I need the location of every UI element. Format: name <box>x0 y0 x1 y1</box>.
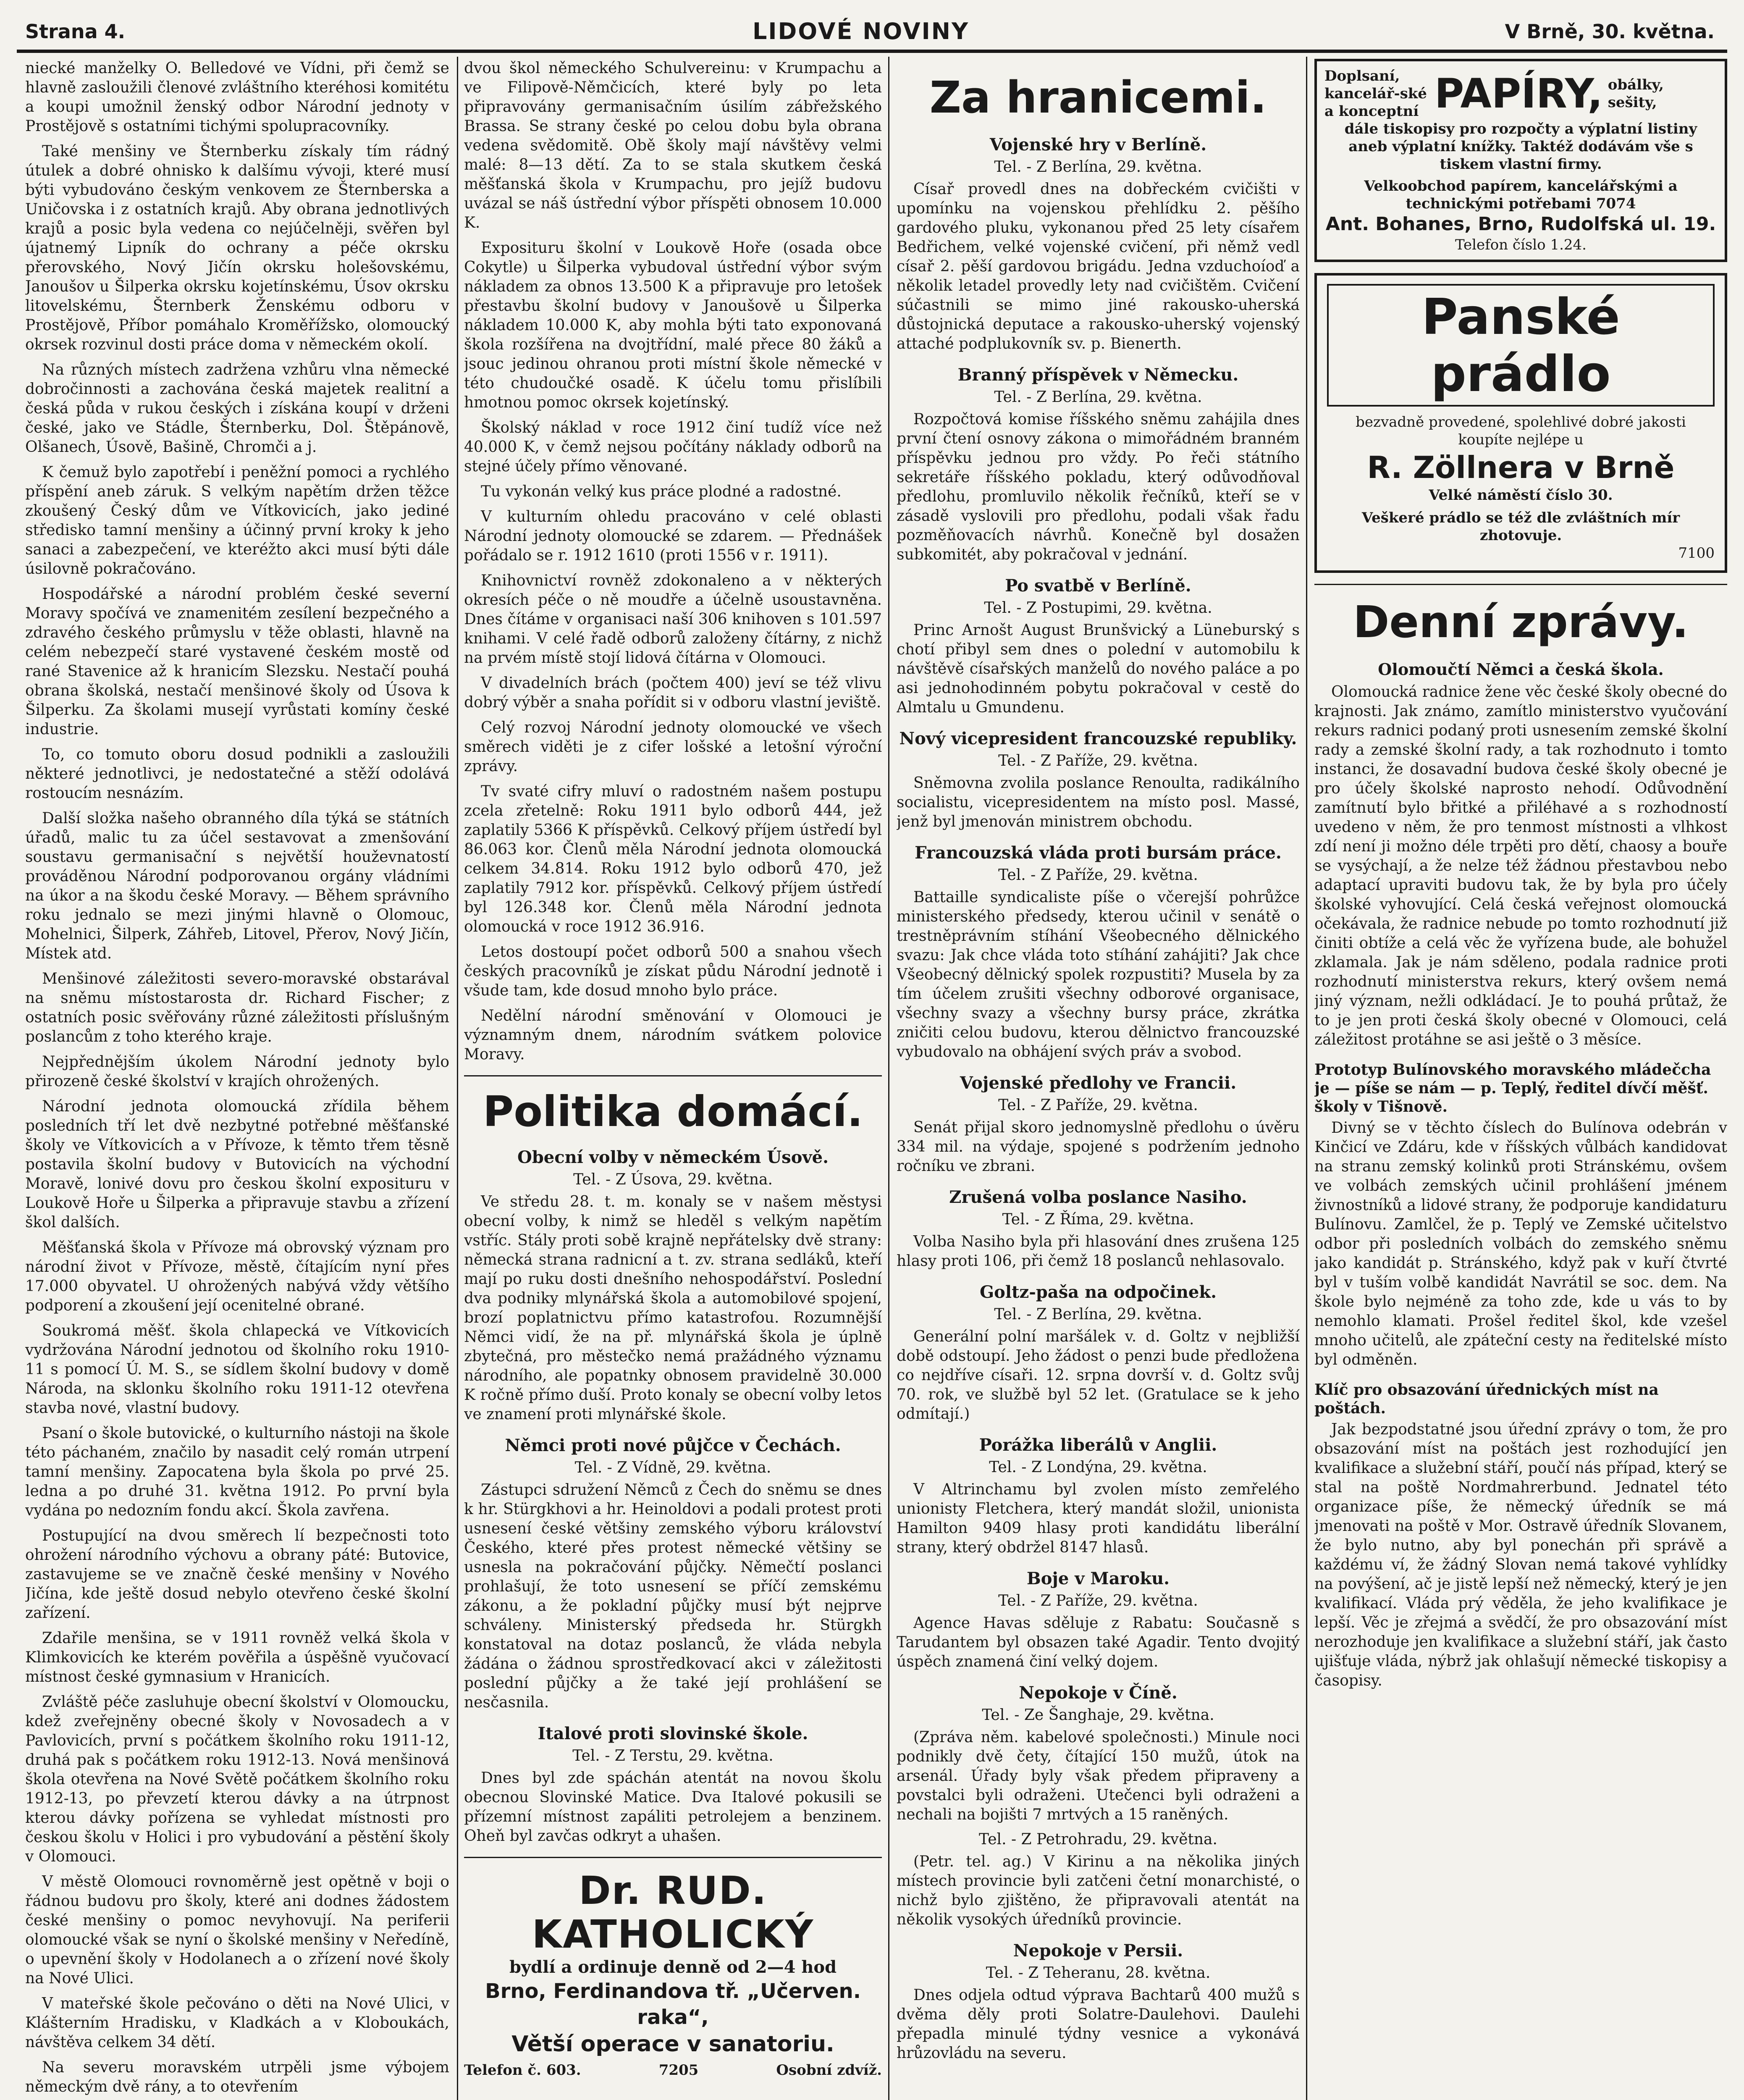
ad-doctor-name: Dr. RUD. KATHOLICKÝ <box>532 1868 814 1957</box>
article-headline: Boje v Maroku. <box>1026 1569 1170 1588</box>
dateline: Tel. - Z Paříže, 29. května. <box>998 752 1198 769</box>
column-divider <box>457 57 458 2100</box>
article-paragraph: Národní jednota olomoucká zřídila během posledních tří let dvě nezbytné potřebné měšťanské školy ve Vítkovicích a v Přívoze, k těmto třem těsně postavila školní budovy v Butovicích na východní Moravě, lonivé dovu pro českou školní exposituru v Loukově Hoře u Šilperka a připravuje stavbu a zřízení škol dalších. <box>25 1098 449 1231</box>
article-headline: Goltz-paša na odpočinek. <box>979 1282 1217 1302</box>
ad-papiry-tail: obálky, sešity, <box>1608 76 1664 111</box>
article-paragraph: Také menšiny ve Šternberku získaly tím rádný útulek a dobré ohnisko k dalšímu vývoji, které musí býti vybudováno českým venkovem ze Šternberska a Uničovska i z ostatních krajů. Aby obrana jednotlivých krajů a posic byla vedena co nejúčelněji, svěřen byl újatnemý Lipník do ochrany a péče okrsku přerovského, Nový Jičín okrsku holešovskému, Janoušov u Šilperka okrsku kojetínskému, Úsov okrsku litovelskému, Šternberk Ženskému odboru v Prostějově, Příbor pomáhalo Kroměřížsko, olomoucký okrsek rozvinul dosti práce doma v německém okolí. <box>25 143 449 353</box>
section-title-za-hranicemi: Za hranicemi. <box>929 72 1267 123</box>
ad-pradlo-code: 7100 <box>1678 545 1715 562</box>
article-headline: Klíč pro obsazování úřednických míst na poštách. <box>1314 1381 1659 1417</box>
dateline: Tel. - Z Paříže, 29. května. <box>998 1097 1198 1114</box>
ad-footer <box>464 2061 882 2080</box>
article-paragraph: Dnes byl zde spáchán atentát na novou školu obecnou Slovinské Matice. Dva Italové pokusili se přízemní místnost zapáliti petrolejem a benzinem. Oheň byl zavčas odkryt a uhašen. <box>464 1769 882 1845</box>
ad-papiry-lead: Doplsaní, kancelář-ské a konceptní <box>1324 68 1427 120</box>
ad-pradlo-address: Velké náměstí číslo 30. <box>1429 487 1613 504</box>
section-rule <box>464 1075 882 1076</box>
ad-pradlo-note: Veškeré prádlo se též dle zvláštních mír zhotovuje. <box>1361 509 1680 544</box>
article-paragraph: Postupující na dvou směrech lí bezpečnosti toto ohrožení národního výchovu a obrany páté: Butovice, zastavujeme se ve značně české menšiny v Nového Jičína, kde ještě dosud nebylo otevřeno české školní zařízení. <box>25 1527 449 1622</box>
dateline: Tel. - Z Petrohradu, 29. května. <box>979 1831 1217 1848</box>
dateline: Tel. - Z Paříže, 29. května. <box>998 1592 1198 1609</box>
article-paragraph: V městě Olomouci rovnoměrně jest opětně v boji o řádnou budovu pro školy, které ani dodnes žádostem české menšiny o pomoc nevyhovují. Na periferii olomoucké však se nyní o školské menšiny v Neředíně, o upevnění školy v Hodolanech a o zřízení nové školy na Nové Ulici. <box>25 1873 449 1987</box>
column-divider <box>1306 57 1307 2100</box>
article-paragraph: Zástupci sdružení Němců z Čech do sněmu se dnes k hr. Stürgkhovi a hr. Heinoldovi a podali protest proti usnesení české většiny zemského výboru království Českého, které přes protest německé většiny se usnesla na pokračování půjčky. Němečtí poslanci prohlašují, že toto usnesení se příčí zemskému zákonu, a že pokladní půjčky musí být nejprve schváleny. Ministerský předseda hr. Stürgkh konstatoval na dotaz poslanců, že vláda nebyla žádána o žádnou sprostředkovací akci v záležitosti poslední půjčky a že také její prohlášení se nesčasnila. <box>464 1481 882 1711</box>
article-headline: Zrušená volba poslance Nasiho. <box>949 1187 1247 1207</box>
ad-pradlo-firm: R. Zöllnera v Brně <box>1367 450 1675 485</box>
article-paragraph: Nedělní národní směnování v Olomouci je významným dnem, národním svátkem polovice Moravy. <box>464 1007 882 1063</box>
article-paragraph: Na různých místech zadržena vzhůru vlna německé dobročinnosti a zachována česká majetek realitní a česká půda v rukou českých i získána koupí v drženi české, jako ve Stádle, Šternberku, Dol. Štěpánově, Olšanech, Úsově, Bašině, Chromči a j. <box>25 361 449 456</box>
article-paragraph: Císař provedl dnes na dobřeckém cvičišti v upomínku na vojenskou přehlídku 2. pěšího gardového pluku, vykonanou před 25 lety císařem Bedřichem, velké vojenské cvičení, při němž vedl císař 2. pěší gardovou brigádu. Jedna vzduchoíoď a několik letadel provedly lety nad cvičištěm. Cvičení súčastnili se mimo jiné rakousko-uherská důstojnická deputace a rakousko-uherský vojenský attaché podplukovník sv. p. Bienerth. <box>897 181 1300 352</box>
article-paragraph: Exposituru školní v Loukově Hoře (osada obce Cokytle) u Šilperka vybudoval ústřední výbor svým nákladem za obnos 13.500 K a připravuje pro letošek přestavbu školní budovy v Janoušově u Šilperka nákladem 10.000 K, aby mohla býti tato exponovaná škola rozšířena na dvojtřídní, malé přece 80 žáků a jsouc jedinou ohranou proti místní škole německé v této chudoučké osadě. K účelu tomu přislíbili hmotnou pomoc okrsek kojetínský. <box>464 239 882 411</box>
article-headline: Porážka liberálů v Anglii. <box>979 1435 1217 1455</box>
article-paragraph: To, co tomuto oboru dosud podnikli a zasloužili některé jednotlivci, je nedostatečné a stěží odolává rostoucím nesnázím. <box>25 746 449 802</box>
dateline: Tel. - Z Berlína, 29. května. <box>994 388 1202 406</box>
ad-hours: bydlí a ordinuje denně od 2—4 hod <box>509 1957 837 1977</box>
article-paragraph: Zdařile menšina, se v 1911 rovněž velká škola v Klimkovicích ke kterém pověřila a úspěšně vyučovací místnost české gymnasium v Hranicích. <box>25 1630 449 1685</box>
dateline: Tel. - Z Teheranu, 28. května. <box>986 1964 1211 1982</box>
article-paragraph: Sněmovna zvolila poslance Renoulta, radikálního socialistu, vicepresidentem na místo posl. Massé, jenž byl jmenován ministrem obchodu. <box>897 774 1300 830</box>
article-paragraph: Tv svaté cifry mluví o radostném našem postupu zcela zřetelně: Roku 1911 bylo odborů 444, jež zaplatily 5366 K příspěvků. Celkový příjem ústředí byl 86.063 kor. Členů měla Národní jednota olomoucká celkem 34.814. Roku 1912 bylo odborů 470, jež zaplatily 7912 kor. příspěvků. Celkový příjem ústředí byl 126.348 kor. Členů měla Národní jednota olomoucká v roce 1912 36.916. <box>464 783 882 935</box>
masthead-title: LIDOVÉ NOVINY <box>752 18 970 45</box>
dateline: Tel. - Z Berlína, 29. května. <box>994 1306 1202 1323</box>
ad-papiry-desc: dále tiskopisy pro rozpočty a výplatní listiny aneb výplatní knížky. Taktéž dodávám vše s tiskem vlastní firmy. <box>1344 121 1697 173</box>
article-paragraph: Soukromá měšť. škola chlapecká ve Vítkovicích vydržována Národní jednotou od školního roku 1910-11 s pomocí Ú. M. S., se sídlem školní budovy v domě Národa, na sklonku školního roku 1911-12 otevřena stavba nové, vlastní budovy. <box>25 1322 449 1417</box>
advertisement-katholicky <box>464 1869 882 2080</box>
advertisement-pradlo <box>1314 273 1727 573</box>
article-paragraph: V Altrinchamu byl zvolen místo zemřelého unionisty Fletchera, který mandát složil, unionista Hamilton 9409 hlasy proti kandidátu liberální strany, který obdržel 8147 hlasů. <box>897 1481 1300 1556</box>
article-headline: Po svatbě v Berlíně. <box>1005 576 1191 596</box>
ad-address: Brno, Ferdinandova tř. „Učerven. raka“, <box>485 1979 861 2029</box>
ad-code: 7205 <box>658 2062 699 2079</box>
article-headline: Němci proti nové půjčce v Čechách. <box>505 1436 841 1455</box>
article-paragraph: Zvláště péče zasluhuje obecní školství v Olomoucku, kdež zveřejněny obecné školy v Novosadech a v Pavlovicích, první s počátkem školního roku 1911-12, druhá pak s počátkem roku 1912-13. Nová menšinová škola otevřena na Nové Světě počátkem školního roku 1912-13, po převzetí kterou dávky a na útrpnost kterou dávky pořízena se vyhledat místnosti pro českou školu v Holici i pro vybudování a pěstění školy v Olomouci. <box>25 1693 449 1865</box>
column-2 <box>464 59 882 2100</box>
ad-papiry-headline: PAPÍRY, <box>1435 70 1603 117</box>
article-paragraph: Volba Nasiho byla při hlasování dnes zrušena 125 hlasy proti 106, při čemž 18 poslanců nehlasovalo. <box>897 1233 1300 1270</box>
article-paragraph: Dnes odjela odtud výprava Bachtarů 400 mužů s dvěma děly proti Solatre-Daulehovi. Daulehi přepadla minulé týdny vesnice a vykonává hrůzovládu na severu. <box>897 1987 1300 2062</box>
article-paragraph: Knihovnictví rovněž zdokonaleno a v některých okresích péče o ně moudře a účelně usoustavněna. Dnes čítáme v organisaci naší 306 knihoven s 101.597 knihami. V celé řadě odborů založeny čítárny, z nichž na prvém místě stojí lidová čítárna v Olomouci. <box>464 572 882 667</box>
article-paragraph: dvou škol německého Schulvereinu: v Krumpachu a ve Filipově-Němčicích, které byly po leta připravovány germanisačním úsilím zábřežského Brassa. Se strany české po celou dobu byla obrana vedena svědomitě. Obě školy mají návštěvy velmi malé: 8—13 dětí. Za to se stala skutkem česká měšťanská škola v Krumpachu, pro jejíž budovu uvázal se náš ústřední výbor příspěti obnosem 10.000 K. <box>464 60 882 231</box>
article-paragraph: (Zpráva něm. kabelové společnosti.) Minule noci podnikly dvě čety, čítající 150 mužů, útok na arsenál. Úřady byly však předem připraveny a povstalci byli odraženi. Utečenci byli odraženi a nechali na bojišti 7 mrtvých a 15 raněných. <box>897 1729 1300 1823</box>
article-paragraph: Na severu moravském utrpěli jsme výbojem německým dvě rány, a to otevřením <box>25 2059 449 2095</box>
article-paragraph: Generální polní maršálek v. d. Goltz v nejbližší době odstoupí. Jeho žádost o penzi bude předložena co nejdříve císaři. 12. srpna dovrší v. d. Goltz svůj 70. rok, ve službě byl 52 let. (Gratulace se k jeho odmítají.) <box>897 1328 1300 1423</box>
dateline: Tel. - Z Berlína, 29. května. <box>994 158 1202 176</box>
article-paragraph: Battaille syndicaliste píše o včerejší pohrůžce ministerského předsedy, kterou učinil v senátě o trestněprávním stíhání Všeobecného dělnického svazu: Jak chce vláda toto stíhání zahájiti? Jak chce Všeobecný dělnický spolek rozpustiti? Musela by za tím účelem zrušiti všechny odborové organisace, všechny svazy a všechny bursy práce, zkrátka zničiti celou budovu, kterou dělnictvo francouzské vybudovalo na obhájení svých práv a svobod. <box>897 889 1300 1060</box>
article-paragraph: Letos dostoupí počet odborů 500 a snahou všech českých pracovníků je získat půdu Národní jednotě i všude tam, kde dosud mnoho bylo práce. <box>464 943 882 999</box>
article-paragraph: Agence Havas sděluje z Rabatu: Současně s Tarudantem byl obsazen také Agadir. Tento dvojitý úspěch znamená činí velký dojem. <box>897 1614 1300 1670</box>
dateline: Tel. - Z Postupimi, 29. května. <box>984 599 1212 617</box>
article-paragraph: Princ Arnošt August Brunšvický a Lüneburský s chotí přibyl sem dnes o polední v automobilu k návštěvě císařských manželů do nového paláce a po asi jednohodinném pobytu pokračoval v cestě do Almtalu u Gmundenu. <box>897 622 1300 716</box>
page-date: V Brně, 30. května. <box>1505 20 1715 43</box>
article-paragraph: V divadelních brách (počtem 400) jeví se též vlivu dobrý výběr a snaha pořídit si v odboru vlastní jeviště. <box>464 675 882 711</box>
page-number: Strana 4. <box>25 20 126 43</box>
article-headline: Nepokoje v Persii. <box>1013 1941 1183 1961</box>
article-paragraph: V kulturním ohledu pracováno v celé oblasti Národní jednoty olomoucké se zdarem. — Přednášek pořádalo se r. 1912 1610 (proti 1556 v r. 1911). <box>464 508 882 564</box>
article-paragraph: Rozpočtová komise říšského sněmu zahájila dnes první čtení osnovy zákona o mimořádném branném příspěvku jednou pro vždy. Po řeči státního sekretáře říšského pokladu, který odůvodňoval předlohu, promluvilo několik řečníků, kteří se v zásadě vyslovili pro předlohu, podali však řadu pozměňovacích návrhů. Konečně byl dosažen subkomitét, aby pokračoval v jednání. <box>897 411 1300 563</box>
dateline: Tel. - Z Terstu, 29. května. <box>572 1747 774 1764</box>
article-headline: Italové proti slovinské škole. <box>538 1724 808 1743</box>
article-headline: Obecní volby v německém Úsově. <box>517 1147 829 1167</box>
dateline: Tel. - Z Paříže, 29. května. <box>998 866 1198 884</box>
section-rule <box>1314 584 1727 585</box>
ad-papiry-top <box>1324 67 1717 120</box>
article-headline: Vojenské předlohy ve Francii. <box>960 1073 1237 1093</box>
article-headline: Prototyp Bulínovského moravského mládečcha je — píše se nám — p. Teplý, ředitel dívčí měšť. školy v Tišnově. <box>1314 1061 1711 1116</box>
ad-papiry-wholesale: Velkoobchod papírem, kancelářskými a technickými potřebami 7074 <box>1364 178 1678 212</box>
header-rule <box>17 50 1727 53</box>
article-paragraph: K čemuž bylo zapotřebí i peněžní pomoci a rychlého příspění aneb záruk. S velkým napětím držen těžce zkoušený Český dům ve Vítkovicích, jako jediné středisko tamní menšiny a účinný první kroky k jeho sanaci a zabezpečení, ve kteréžto akci musí býti dále úsilovně pokračováno. <box>25 464 449 578</box>
article-paragraph: Měšťanská škola v Přívoze má obrovský význam pro národní život v Přívoze, městě, čítajícím nyní přes 17.000 obyvatel. U ohrožených nabývá vždy většího podporení a zkoušení její ocenitelné obrané. <box>25 1239 449 1314</box>
article-paragraph: Ve středu 28. t. m. konaly se v našem městysi obecní volby, k nimž se hleděl s velkým napětím vstříc. Stály proti sobě krajně nepřátelsky dvě strany: německá strana radnicní a t. zv. strana sedláků, kteří mají po ruku dosti dnešního nehospodářství. Poslední dva podniky mlynářská škola a automobilové spojení, brozí poplatnictvu přímo katastrofou. Rozumnější Němci vidí, že na př. mlynářská škola je úplně zbytečná, pro městečko nemá pražádného významu národního, ale popatnky obnosem pravidelně 30.000 K ročně přímo duší. Proto konaly se obecní volby letos ve znamení proti mlynářské škole. <box>464 1193 882 1423</box>
advertisement-papiry <box>1314 59 1727 262</box>
article-headline: Nepokoje v Číně. <box>1019 1683 1178 1703</box>
article-paragraph: Divný se v těchto číslech do Bulínova odebrán v Kinčicí ve Zdáru, kde v říšských vůlbách kandidovat na stranu zemský kolinků proti Stránskému, ovšem ve volbách zemských učinil prohlášení jménem živnostníků a lidové strany, že podporuje kandidaturu Bulínovu. Zamlčel, že p. Teplý ve Zemské učitelstvo odbor při posledních volbách do zemského sněmu jako kandidát p. Stránského, když pak v kuří čtvrté byl v tuším volbě kandidát Navrátil se soc. dem. Na škole bylo nejméně za toho zde, kde u vás to by nemohlo klamati. Prošel ředitel škol, kde vzešel mnoho učitelů, ale zpáteční cesty na ředitelské místo byl odměněn. <box>1314 1119 1727 1368</box>
article-paragraph: Hospodářské a národní problém české severní Moravy spočívá ve znamenitém zesílení bezpečného a zdravého českého průmyslu v těže oblasti, hlavně na celém nebezpečí staré vystavené českém mostě od rané Stavenice až k hranicím Slezsku. Nestačí pouhá obrana školská, nestačí menšinové školy od Úsova k Šilperku. Za školami musejí vyrůstati komíny české industrie. <box>25 585 449 738</box>
ad-visit: Osobní zdvíž. <box>776 2062 882 2079</box>
article-headline: Branný příspěvek v Německu. <box>957 365 1239 385</box>
article-headline: Nový vicepresident francouzské republiky. <box>899 729 1297 748</box>
article-paragraph: Psaní o škole butovické, o kulturního nástoji na škole této páchaném, značilo by nasadit celý román utrpení tamní menšiny. Zapocatena byla škola po prvé 25. ledna a po druhé 31. května 1912. Po první byla vydána po nedozním fondu akcí. Škola zavřena. <box>25 1425 449 1519</box>
section-rule <box>464 1857 882 1858</box>
article-paragraph: Celý rozvoj Národní jednoty olomoucké ve všech směrech viděti je z cifer lošské a letošní výroční zprávy. <box>464 719 882 775</box>
section-title-politika: Politika domácí. <box>483 1087 863 1136</box>
ad-phone: Telefon č. 603. <box>464 2062 581 2079</box>
dateline: Tel. - Z Úsova, 29. května. <box>573 1171 773 1188</box>
ad-pradlo-headline: Panské prádlo <box>1327 284 1715 407</box>
column-3 <box>897 59 1300 2100</box>
article-headline: Vojenské hry v Berlíně. <box>989 135 1207 155</box>
ad-papiry-firm: Ant. Bohanes, Brno, Rudolfská ul. 19. <box>1325 213 1716 235</box>
article-paragraph: niecké manželky O. Belledové ve Vídni, při čemž se hlavně zasloužili členové zvláštního kteréhosi komitétu a koupi umožnil ženský odbor Národní jednoty v Prostějově s ostatními tichými spolupracovníky. <box>25 60 449 135</box>
article-paragraph: Nejpřednějším úkolem Národní jednoty bylo přirozeně české školství v krajích ohrožených. <box>25 1053 449 1090</box>
dateline: Tel. - Z Londýna, 29. května. <box>989 1459 1207 1476</box>
column-divider <box>888 57 889 2100</box>
dateline: Tel. - Z Vídně, 29. května. <box>574 1459 771 1476</box>
article-headline: Francouzská vláda proti bursám práce. <box>915 843 1282 863</box>
ad-papiry-phone: Telefon číslo 1.24. <box>1455 236 1587 253</box>
article-paragraph: Další složka našeho obranného díla týká se státních úřadů, malic tu za účel sestavovat a zmenšování soustavu germanisační s největší houževnatostí prováděnou Národní podporovanou orgány vládními na úkor a na škodu české Moravy. — Během správního roku jednalo se mezi jinými hlavně o Olomouc, Mohelnici, Šilperk, Záhřeb, Litovel, Přerov, Nový Jičín, Místek atd. <box>25 810 449 962</box>
article-paragraph: V mateřské škole pečováno o děti na Nové Ulici, v Klášterním Hradisku, v Kladkách a v Kloboukách, návštěva celkem 34 dětí. <box>25 1995 449 2051</box>
article-paragraph: Senát přijal skoro jednomyslně předlohu o úvěru 334 mil. na výdaje, spojené s podržením jednoho ročníku ve zbrani. <box>897 1119 1300 1175</box>
article-paragraph: Tu vykonán velký kus práce plodné a radostné. <box>481 483 842 500</box>
dateline: Tel. - Z Říma, 29. května. <box>1002 1211 1194 1228</box>
article-paragraph: Školský náklad v roce 1912 činí tudíž více než 40.000 K, v čemž nejsou počítány náklady odborů na stejné účely přímo věnované. <box>464 419 882 475</box>
ad-pradlo-desc: bezvadně provedené, spolehlivé dobré jakosti koupíte nejlépe u <box>1356 414 1686 448</box>
article-paragraph: Jak bezpodstatné jsou úřední zprávy o tom, že pro obsazování míst na poštách jest rozhodující jen kvalifikace a služební stáří, poučí nás případ, který se stal na poště Nordmahrerbund. Jednatel této organizace píše, že německý úředník se má jmenovati na poště v Mor. Ostravě úředník Slovanem, že bylo nutno, aby byl ponechán při správě a každému ví, že žádný Slovan nemá takové vyhlídky na povýšení, ač je jistě lepší než německý, který je jen kvalifikací. Vláda prý věděla, že jeho kvalifikace je lepší. Věc je zřejmá a svědčí, že pro obsazování míst nerozhoduje jen kvalifikace a služební stáří, jak často ujišťuje vláda, nýbrž jak ohlašují německé tiskopisy a časopisy. <box>1314 1421 1727 1689</box>
article-headline: Olomoučtí Němci a česká škola. <box>1378 660 1664 679</box>
column-4 <box>1314 59 1727 2100</box>
column-1 <box>25 59 449 2100</box>
ad-operations: Větší operace v sanatoriu. <box>511 2032 834 2057</box>
article-paragraph: (Petr. tel. ag.) V Kirinu a na několika jiných místech provincie byli zatčeni četní monarchisté, o nichž bylo zjištěno, že připravovali atentát na několik vysokých úředníků provincie. <box>897 1853 1300 1928</box>
section-title-denni-zpravy: Denní zprávy. <box>1353 596 1689 648</box>
article-paragraph: Olomoucká radnice žene věc české školy obecné do krajnosti. Jak známo, zamítlo ministerstvo vyučování rekurs radnici podaný proti usnesením zemské školní rady a zemské školní rady, a tak rozhodnuto i tomto instanci, že dosavadní budova české školy obecné je pro účely školské naprosto nehodí. Odůvodnění zamítnutí bylo břitké a přiléhavé a s rozhodností uvedeno v něm, že pro tenmost místnosti a vlhkost zdí není ji možno déle trpěti pro dětí, chaosy a bouře se vysýchají, a že nelze též žádnou přestavbou nebo adaptací upraviti budovu tak, že by byla pro účely školské vyhovující. Celá česká veřejnost olomoucká očekávala, že radnice nebude po tomto rozhodnutí již činiti obtíže a celá věc že vyřízena bude, ale bohužel zklamala. Jak je nám sděleno, podala radnice proti rozhodnutí ministerstva rekurs, který ovšem nemá jiný význam, nežli odkládací. Je to pouhá průtaž, že to je jen proti česká školy obecné v Olomouci, celá záležitost protáhne se asi ještě o 3 měsíce. <box>1314 683 1727 1048</box>
article-paragraph: Menšinové záležitosti severo-moravské obstarával na sněmu místostarosta dr. Richard Fischer; z ostatních posic svěřovány různé záležitosti příslušným poslancům z toho kterého kraje. <box>25 970 449 1045</box>
dateline: Tel. - Ze Šanghaje, 29. května. <box>982 1706 1214 1724</box>
